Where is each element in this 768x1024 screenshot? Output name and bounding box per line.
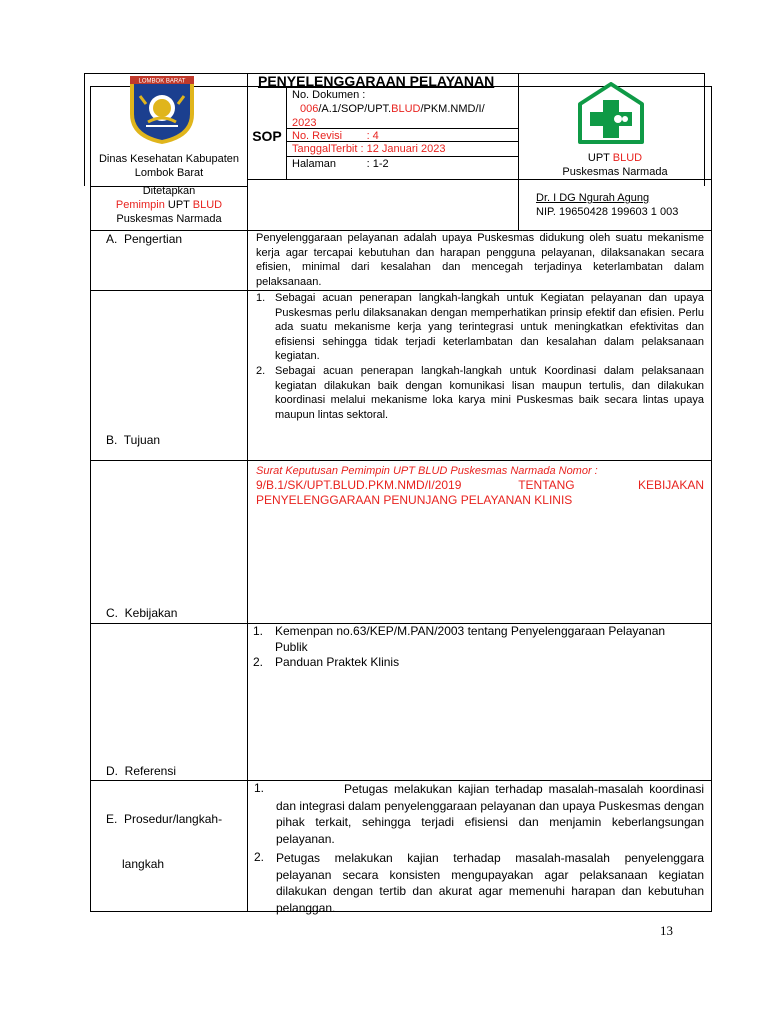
list-item <box>256 291 704 364</box>
right-org-line1 <box>519 151 711 165</box>
section-a-text: Penyelenggaraan pelayanan adalah upaya Puskesmas didukung oleh suatu mekanisme kerja agar tercapai kebutuhan dan harapan pengguna pelayanan, dilaksanakan secara efisien, minimal dari kesalahan dan mencegah terjadinya keterlambatan dalam pelaksanaan. <box>256 232 704 288</box>
list-item <box>256 364 704 422</box>
section-b-label: B. Tujuan <box>106 433 161 447</box>
doc-number-part-4: /PKM.NMD/I/ <box>420 103 485 115</box>
section-c-text <box>256 464 704 508</box>
policy-line3: PENYELENGGARAAN PENUNJANG PELAYANAN KLINIS <box>256 493 573 507</box>
right-org-line2: Puskesmas Narmada <box>562 166 668 178</box>
list-item <box>254 781 704 847</box>
right-org-prefix: UPT <box>587 152 613 164</box>
list-item-number: 1. <box>253 624 264 638</box>
left-org-line2: Lombok Barat <box>134 167 204 179</box>
list-item-number: 1. <box>254 781 265 795</box>
doc-number-year: 2023 <box>292 117 317 129</box>
list-item-number: 2. <box>254 850 265 864</box>
list-item-text: Sebagai acuan penerapan langkah-langkah untuk Kegiatan pelayanan dan upaya Puskesmas perlu dilaksanakan dengan memperhatikan prinsip efektif dan efisien. Perlu ada suatu mekanisme kerja yang terintegrasi untuk meningkatkan efektivitas dan efisiensi sehingga tidak terjadi keterlambatan dan kesalahan dalam pelaksanaan kegiatan. <box>275 292 704 363</box>
doc-number-part-3: BLUD <box>391 103 421 115</box>
section-d-list <box>253 624 693 671</box>
signer-nip: NIP. 19650428 199603 1 003 <box>536 206 679 218</box>
doc-number-part-1: 006 <box>300 103 319 115</box>
policy-line1: Surat Keputusan Pemimpin UPT BLUD Puskesmas Narmada Nomor : <box>256 465 598 477</box>
doc-number-part-2: /A.1/SOP/UPT. <box>318 103 392 115</box>
left-org-name <box>91 152 247 180</box>
section-a-label: A. Pengertian <box>106 232 183 246</box>
left-org-line1: Dinas Kesehatan Kabupaten <box>98 153 240 165</box>
approval-upt: UPT <box>164 199 193 211</box>
list-item <box>253 655 693 671</box>
issue-date: TanggalTerbit : 12 Januari 2023 <box>292 143 446 155</box>
doc-number-block <box>292 88 516 130</box>
section-d-label: D. Referensi <box>106 764 177 778</box>
list-item-text: Panduan Praktek Klinis <box>275 655 400 669</box>
list-item <box>254 850 704 916</box>
approval-line2 <box>91 198 247 212</box>
section-e-label <box>106 782 222 902</box>
signer-block <box>536 191 710 219</box>
list-item-number: 2. <box>256 364 266 377</box>
page-number: 13 <box>660 923 673 938</box>
crest-banner-text: LOMBOK BARAT <box>138 78 186 85</box>
section-b-list <box>256 291 704 422</box>
policy-line2: 9/B.1/SK/UPT.BLUD.PKM.NMD/I/2019 TENTANG KEBIJAKAN <box>256 478 704 492</box>
revision-number: No. Revisi : 4 <box>292 130 379 142</box>
doc-number-value <box>292 102 516 116</box>
approval-blud: BLUD <box>192 199 223 211</box>
lombok-barat-crest-icon <box>126 74 198 146</box>
list-item <box>253 624 693 655</box>
list-item-text: Petugas melakukan kajian terhadap masalah-masalah koordinasi dan integrasi dalam penyelenggaraan pelayanan dan upaya Puskesmas dengan pihak terkait, sehingga terjadi efisiensi dan menjamin keberlangsungan pelayanan. <box>276 782 704 846</box>
signer-name: Dr. I DG Ngurah Agung <box>536 192 650 204</box>
approval-line1: Ditetapkan <box>142 185 196 197</box>
section-c-label: C. Kebijakan <box>106 606 178 620</box>
approval-line3: Puskesmas Narmada <box>116 213 222 225</box>
approval-block <box>91 184 247 226</box>
right-org-name <box>519 151 711 179</box>
approval-pemimpin: Pemimpin <box>115 199 165 211</box>
list-item-text: Petugas melakukan kajian terhadap masalah-masalah penyelenggara pelayanan secara konsisten mengupayakan agar pelaksanaan kegiatan dilakukan dengan tertib dan akurat agar memenuhi harapan dan kebutuhan pelanggan. <box>276 851 704 915</box>
section-e-label-line2: langkah <box>122 857 165 871</box>
list-item-text: Sebagai acuan penerapan langkah-langkah untuk Koordinasi dalam pelaksanaan kegiatan dilakukan baik dengan komunikasi lisan maupun tertulis, dan dilakukan koordinasi melalui mekanisme loka karya mini Puskesmas baik secara lintas upaya maupun lintas sektoral. <box>275 364 704 421</box>
puskesmas-cross-icon <box>576 82 646 146</box>
list-item-text: Kemenpan no.63/KEP/M.PAN/2003 tentang Penyelenggaraan Pelayanan Publik <box>275 624 666 654</box>
right-org-blud: BLUD <box>612 152 643 164</box>
section-e-label-line1: E. Prosedur/langkah- <box>106 812 223 826</box>
page-info: Halaman : 1-2 <box>292 158 389 170</box>
section-e-list <box>254 781 704 916</box>
list-item-number: 1. <box>256 292 266 304</box>
list-item-number: 2. <box>253 655 264 669</box>
document-title: PENYELENGGARAAN PELAYANAN <box>258 73 495 89</box>
doc-number-label: No. Dokumen : <box>292 89 366 101</box>
sop-label: SOP <box>252 128 282 144</box>
